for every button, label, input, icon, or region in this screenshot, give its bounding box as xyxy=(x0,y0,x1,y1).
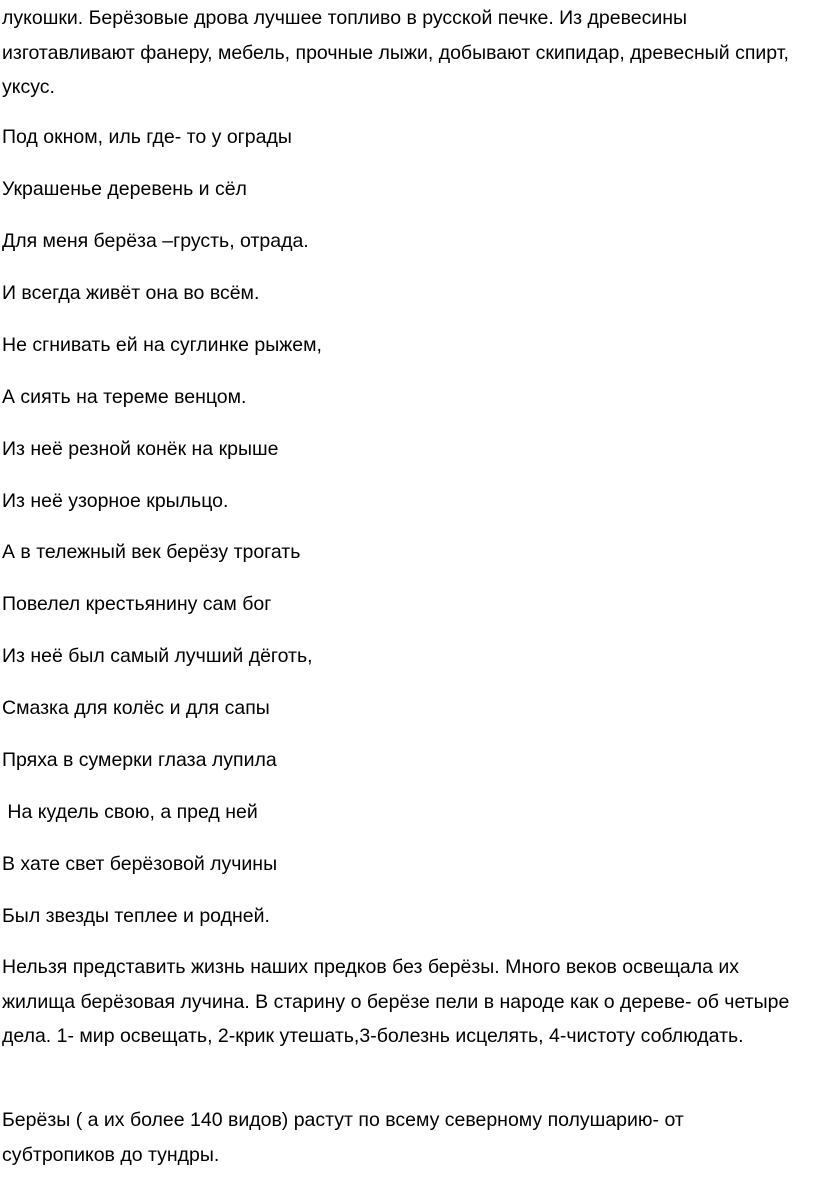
poem-line: Повелел крестьянину сам бог xyxy=(2,593,272,615)
poem-line: А сиять на тереме венцом. xyxy=(2,386,247,408)
ancestors-paragraph: Нельзя представить жизнь наших предков без берёзы. Много веков освещала их жилища берёзовая лучина. В старину о берёзе пели в народе как о дереве- об четыре дела. 1- мир освещать, 2-крик утешать,3-болезнь исцелять, 4-чистоту соблюдать. xyxy=(2,956,790,1047)
poem-line: Пряха в сумерки глаза лупила xyxy=(2,749,277,771)
poem-line: Был звезды теплее и родней. xyxy=(2,905,270,927)
poem-line: Из неё был самый лучший дёготь, xyxy=(2,645,313,667)
poem-line: А в тележный век берёзу трогать xyxy=(2,541,301,563)
poem-line: Не сгнивать ей на суглинке рыжем, xyxy=(2,334,322,356)
poem-line: На кудель свою, а пред ней xyxy=(2,801,258,823)
poem-line: Из неё узорное крыльцо. xyxy=(2,490,229,512)
poem-line: И всегда живёт она во всём. xyxy=(2,282,260,304)
poem-line: Под окном, иль где- то у ограды xyxy=(2,126,292,148)
intro-paragraph: лукошки. Берёзовые дрова лучшее топливо в русской печке. Из древесины изготавливают фанеру, мебель, прочные лыжи, добывают скипидар, древесный спирт, уксус. xyxy=(2,7,789,98)
poem-line: Для меня берёза –грусть, отрада. xyxy=(2,230,309,252)
poem-line: Смазка для колёс и для сапы xyxy=(2,697,270,719)
species-paragraph: Берёзы ( а их более 140 видов) растут по всему северному полушарию- от субтропиков до тундры. xyxy=(2,1109,684,1166)
poem-line: Из неё резной конёк на крыше xyxy=(2,438,279,460)
poem-line: Украшенье деревень и сёл xyxy=(2,178,247,200)
poem-line: В хате свет берёзовой лучины xyxy=(2,853,278,875)
